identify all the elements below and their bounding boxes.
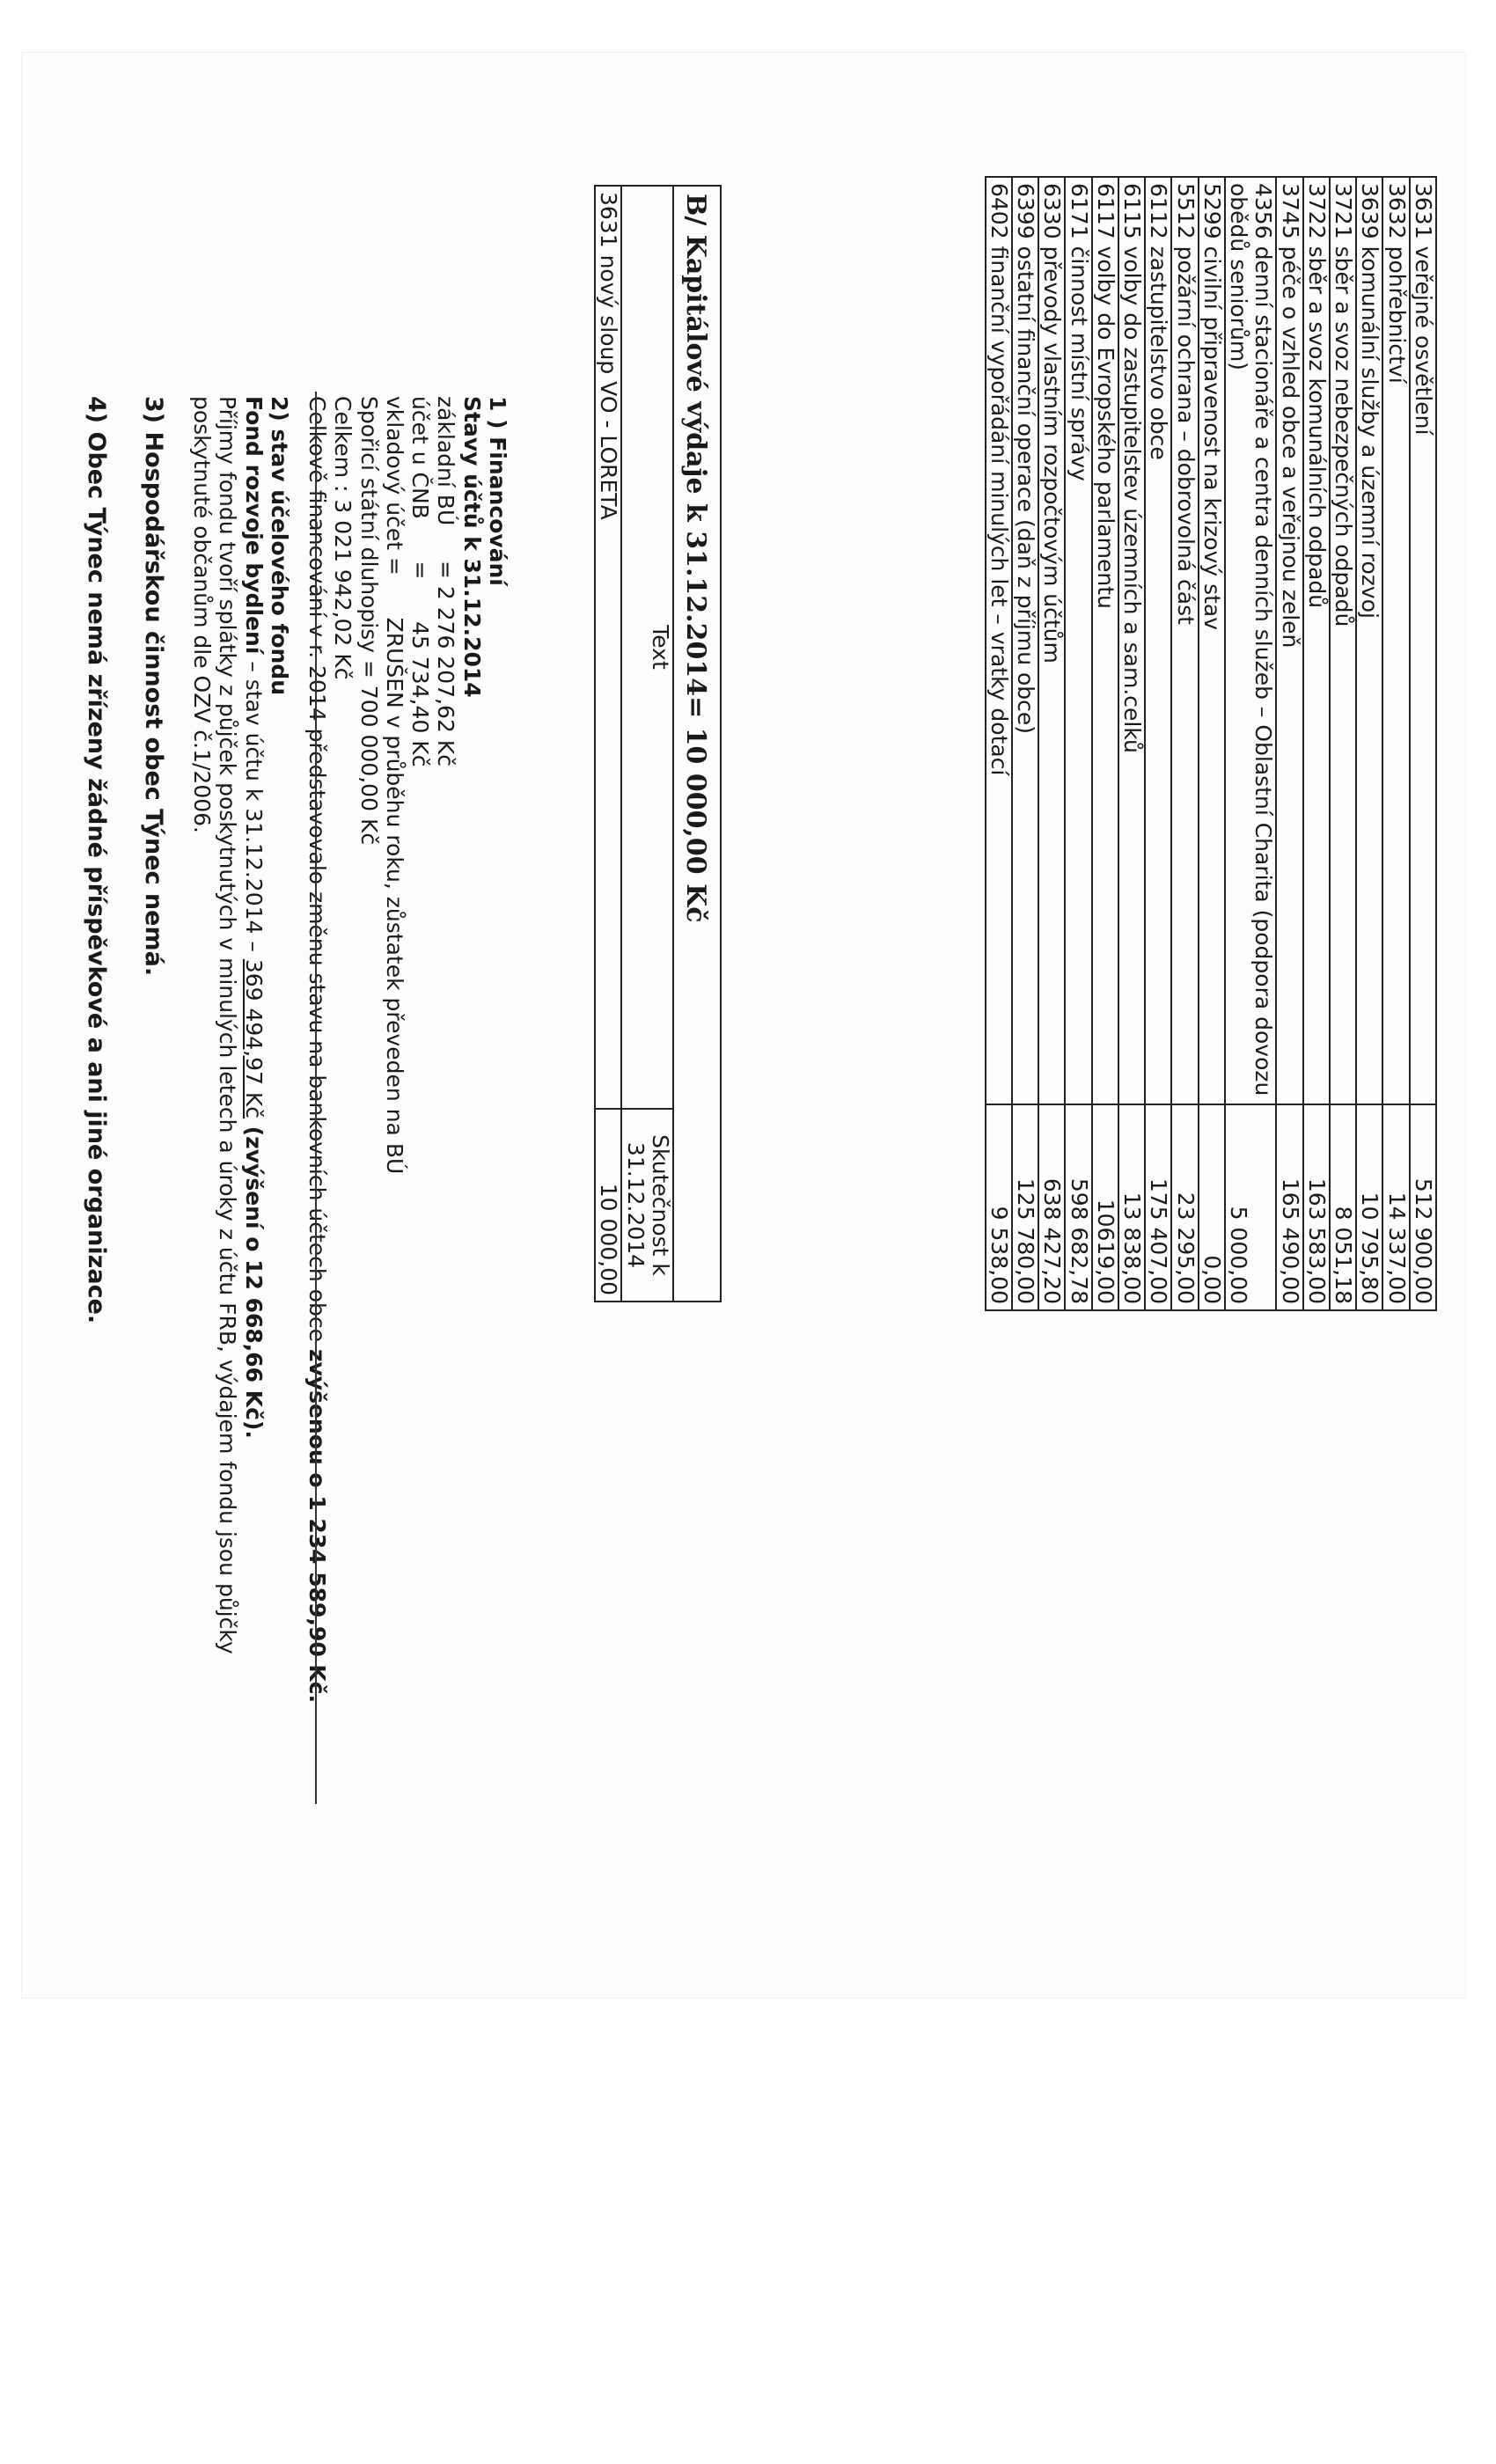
table-row xyxy=(1145,177,1171,1310)
expense-label: 3632 pohřebnictví xyxy=(1383,177,1410,1104)
fund-section xyxy=(189,396,292,1769)
fund-increase: (zvýšení o 12 668,66 Kč). xyxy=(240,1118,267,1439)
expense-amount: 10 795,80 xyxy=(1356,1104,1382,1310)
table-row xyxy=(1199,177,1225,1310)
financing-heading: 1 ) Financování xyxy=(485,396,510,586)
expense-amount: 175 407,00 xyxy=(1145,1104,1171,1310)
document-sheet xyxy=(22,53,1465,1998)
expense-amount: 638 427,20 xyxy=(1038,1104,1065,1310)
table-row xyxy=(1330,177,1356,1310)
capital-col-text: Text xyxy=(622,186,674,1109)
deposit-account-line: vkladový účet = ZRUŠEN v průběhu roku, zůstatek převeden na BÚ xyxy=(382,396,407,1175)
table-row xyxy=(1118,177,1145,1310)
capital-table xyxy=(594,185,674,1302)
capital-row-label: 3631 nový sloup VO - LORETA xyxy=(595,186,621,1109)
cnb-account-line: účet u ČNB = 45 734,40 Kč xyxy=(407,396,434,767)
total-line: Celkem : 3 021 942,02 Kč xyxy=(330,396,356,680)
expense-amount: 165 490,00 xyxy=(1277,1104,1303,1310)
table-row xyxy=(1277,177,1303,1310)
fund-name: Fond rozvoje bydlení xyxy=(240,396,267,655)
fund-status-text: – stav účtu k 31.12.2014 – xyxy=(240,654,267,959)
business-activity-note: 3) Hospodářskou činnost obec Týnec nemá. xyxy=(140,396,167,977)
section-divider xyxy=(315,392,317,1804)
basic-account-line: základní BÚ = 2 276 207,62 Kč xyxy=(433,396,459,766)
capital-col-amount: Skutečnost k 31.12.2014 xyxy=(622,1109,674,1302)
expense-label: 5299 civilní připravenost na krizový stav xyxy=(1199,177,1225,1104)
financing-section xyxy=(304,396,510,1703)
capital-row-amount: 10 000,00 xyxy=(595,1109,621,1302)
expense-label: 6330 převody vlastním rozpočtovým účtům xyxy=(1038,177,1065,1104)
capital-header-row xyxy=(622,186,674,1302)
table-row xyxy=(1172,177,1199,1310)
expense-amount: 13 838,00 xyxy=(1118,1104,1145,1310)
table-row xyxy=(1092,177,1118,1310)
table-row xyxy=(1066,177,1092,1310)
expense-amount: 512 900,00 xyxy=(1410,1104,1436,1310)
expense-label: 4356 denní stacionáře a centra denních služeb – Oblastní Charita (podpora dovozu obědů seniorům) xyxy=(1225,177,1277,1104)
financing-summary xyxy=(304,396,330,1703)
table-row xyxy=(1383,177,1410,1310)
fund-description: Příjmy fondu tvoří splátky z půjček poskytnutých v minulých letech a úroky z účtu FRB, výdajem fondu jsou půjčky poskytnuté občanům dle OZV č.1/2006. xyxy=(189,396,241,1654)
expense-label: 3639 komunální služby a územní rozvoj xyxy=(1356,177,1382,1104)
table-row xyxy=(1356,177,1382,1310)
expenses-table xyxy=(985,176,1437,1311)
table-row xyxy=(1225,177,1277,1310)
expense-amount: 10619,00 xyxy=(1092,1104,1118,1310)
expense-label: 3745 péče o vzhled obce a veřejnou zeleň xyxy=(1277,177,1303,1104)
expense-amount: 8 051,18 xyxy=(1330,1104,1356,1310)
expense-label: 3631 veřejné osvětlení xyxy=(1410,177,1436,1104)
expense-label: 6117 volby do Evropského parlamentu xyxy=(1092,177,1118,1104)
expense-amount: 14 337,00 xyxy=(1383,1104,1410,1310)
expense-amount: 5 000,00 xyxy=(1225,1104,1277,1310)
fund-heading: 2) stav účelového fondu xyxy=(267,396,292,696)
expense-amount: 163 583,00 xyxy=(1303,1104,1330,1310)
expense-label: 3721 sběr a svoz nebezpečných odpadů xyxy=(1330,177,1356,1104)
expense-label: 5512 požární ochrana – dobrovolná část xyxy=(1172,177,1199,1104)
bonds-line: Spořicí státní dluhopisy = 700 000,00 Kč xyxy=(356,396,382,846)
expense-amount: 23 295,00 xyxy=(1172,1104,1199,1310)
summary-text: Celkově financování v r. 2014 představovalo změnu stavu na bankovních účtech obce xyxy=(304,396,331,1349)
table-row xyxy=(595,186,621,1302)
fund-status-line xyxy=(241,396,267,1769)
summary-amount: zvýšenou o 1 234 589,90 Kč. xyxy=(304,1348,331,1704)
table-row xyxy=(1038,177,1065,1310)
expense-amount: 125 780,00 xyxy=(1012,1104,1038,1310)
fund-amount: 369 494,97 Kč xyxy=(240,958,267,1119)
expense-amount: 9 538,00 xyxy=(986,1104,1012,1310)
expense-label: 6112 zastupitelstvo obce xyxy=(1145,177,1171,1104)
expense-label: 6171 činnost místní správy xyxy=(1066,177,1092,1104)
expense-label: 6399 ostatní finanční operace (daň z příjmu obce) xyxy=(1012,177,1038,1104)
table-row xyxy=(986,177,1012,1310)
table-row xyxy=(1303,177,1330,1310)
table-row xyxy=(1012,177,1038,1310)
accounts-subheading: Stavy účtů k 31.12.2014 xyxy=(458,396,485,698)
expense-amount: 0,00 xyxy=(1199,1104,1225,1310)
organizations-note: 4) Obec Týnec nemá zřízeny žádné příspěvkové a ani jiné organizace. xyxy=(83,396,110,1324)
expense-amount: 598 682,78 xyxy=(1066,1104,1092,1310)
table-row xyxy=(1410,177,1436,1310)
expense-label: 6115 volby do zastupitelstev územních a sam.celků xyxy=(1118,177,1145,1104)
capital-heading: B/ Kapitálové výdaje k 31.12.2014= 10 000,00 Kč xyxy=(672,185,722,1302)
expense-label: 6402 finanční vypořádání minulých let – vratky dotací xyxy=(986,177,1012,1104)
expense-label: 3722 sběr a svoz komunálních odpadů xyxy=(1303,177,1330,1104)
